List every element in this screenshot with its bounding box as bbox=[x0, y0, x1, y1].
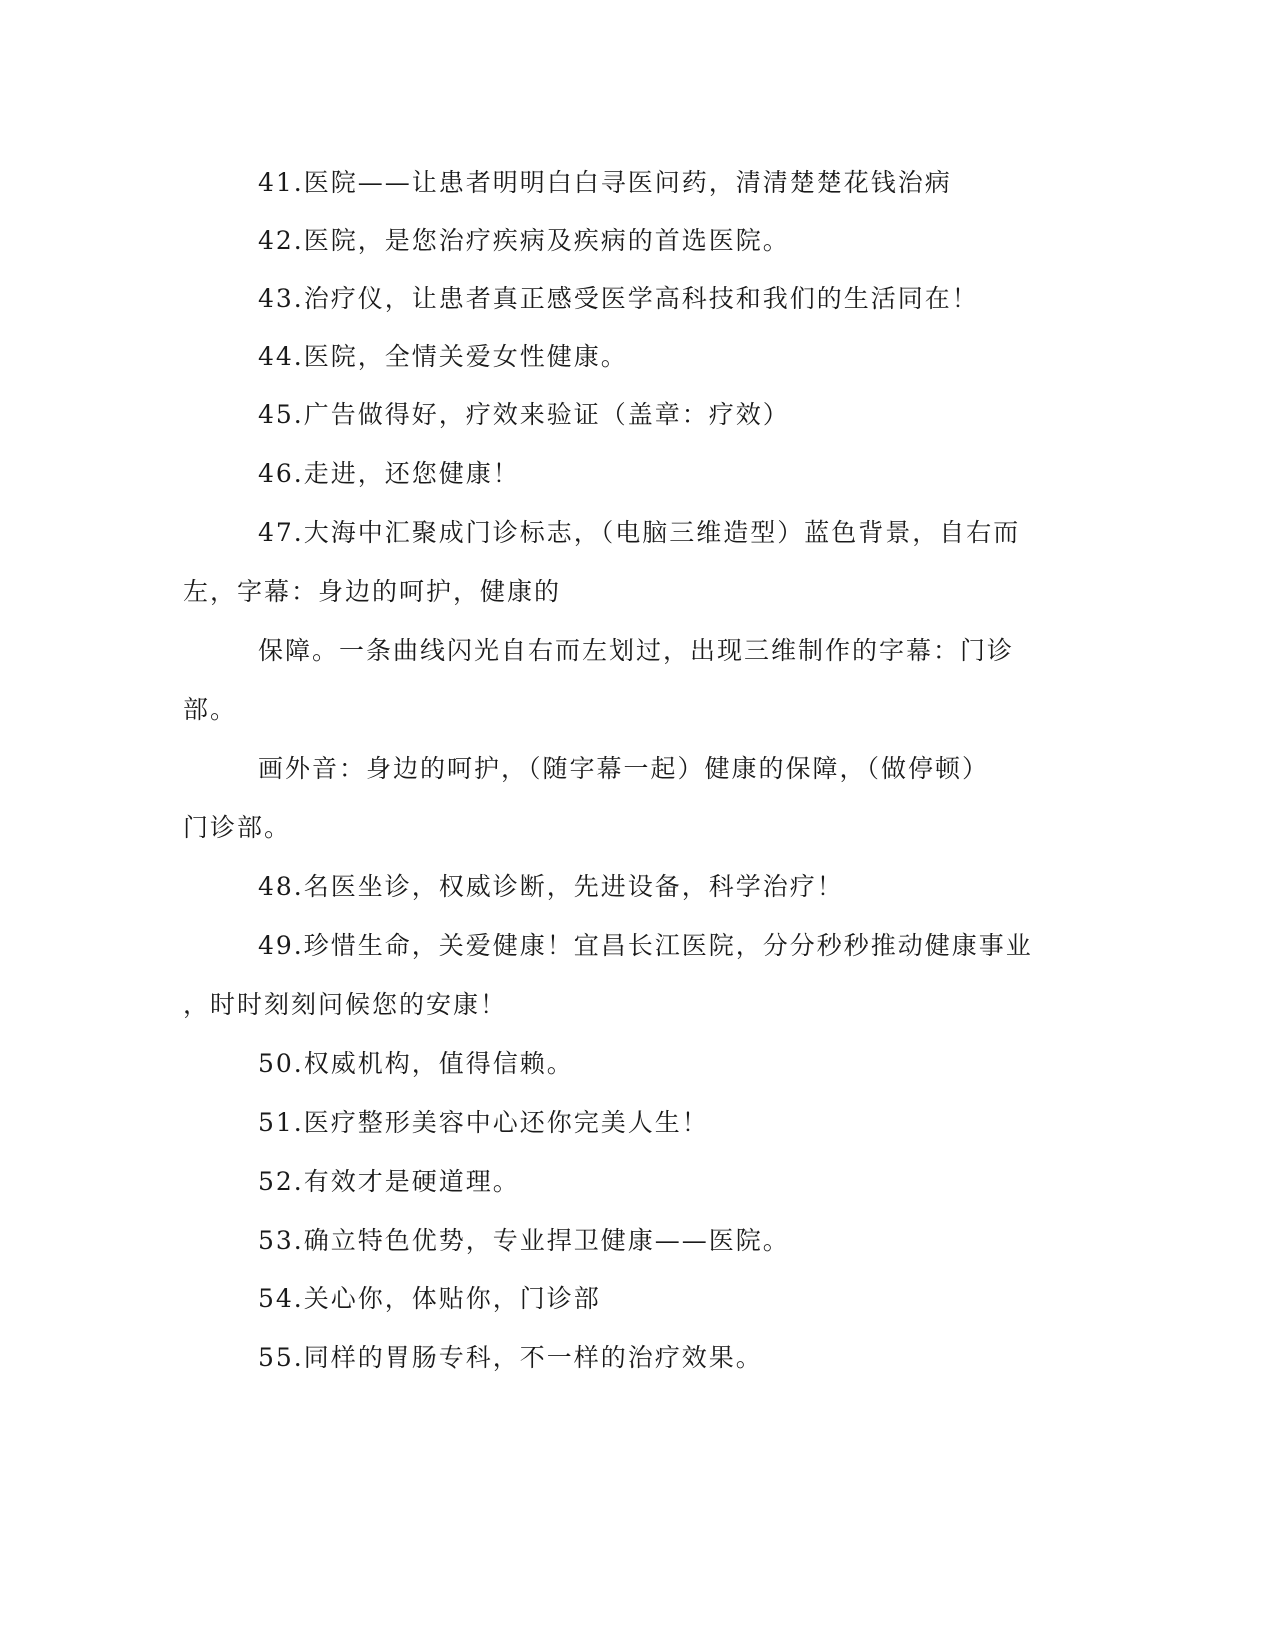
slogan-55: 55.同样的胃肠专科，不一样的治疗效果。 bbox=[258, 1343, 763, 1372]
slogan-47-line-4: 部。 bbox=[183, 695, 238, 724]
slogan-49-line-1: 49.珍惜生命，关爱健康！宜昌长江医院，分分秒秒推动健康事业 bbox=[258, 931, 1033, 960]
slogan-41: 41.医院——让患者明明白白寻医问药，清清楚楚花钱治病 bbox=[258, 168, 952, 197]
slogan-54: 54.关心你，体贴你，门诊部 bbox=[258, 1284, 601, 1313]
slogan-42: 42.医院，是您治疗疾病及疾病的首选医院。 bbox=[258, 226, 790, 255]
slogan-46: 46.走进，还您健康！ bbox=[258, 459, 520, 488]
slogan-51: 51.医疗整形美容中心还你完美人生！ bbox=[258, 1108, 709, 1137]
slogan-53: 53.确立特色优势，专业捍卫健康——医院。 bbox=[258, 1226, 790, 1255]
slogan-52: 52.有效才是硬道理。 bbox=[258, 1167, 520, 1196]
slogan-49-line-2: ，时时刻刻问候您的安康！ bbox=[183, 990, 508, 1019]
slogan-43: 43.治疗仪，让患者真正感受医学高科技和我们的生活同在！ bbox=[258, 284, 979, 313]
slogan-47-line-3: 保障。一条曲线闪光自右而左划过，出现三维制作的字幕：门诊 bbox=[258, 636, 1015, 665]
slogan-44: 44.医院，全情关爱女性健康。 bbox=[258, 342, 628, 371]
slogan-50: 50.权威机构，值得信赖。 bbox=[258, 1049, 574, 1078]
slogan-47-line-1: 47.大海中汇聚成门诊标志，（电脑三维造型）蓝色背景，自右而 bbox=[258, 518, 1021, 547]
slogan-48: 48.名医坐诊，权威诊断，先进设备，科学治疗！ bbox=[258, 872, 844, 901]
voiceover-line-1: 画外音：身边的呵护，（随字幕一起）健康的保障，（做停顿） bbox=[258, 754, 990, 783]
voiceover-line-2: 门诊部。 bbox=[183, 813, 292, 842]
slogan-47-line-2: 左，字幕：身边的呵护，健康的 bbox=[183, 577, 562, 606]
slogan-45: 45.广告做得好，疗效来验证（盖章：疗效） bbox=[258, 400, 790, 429]
